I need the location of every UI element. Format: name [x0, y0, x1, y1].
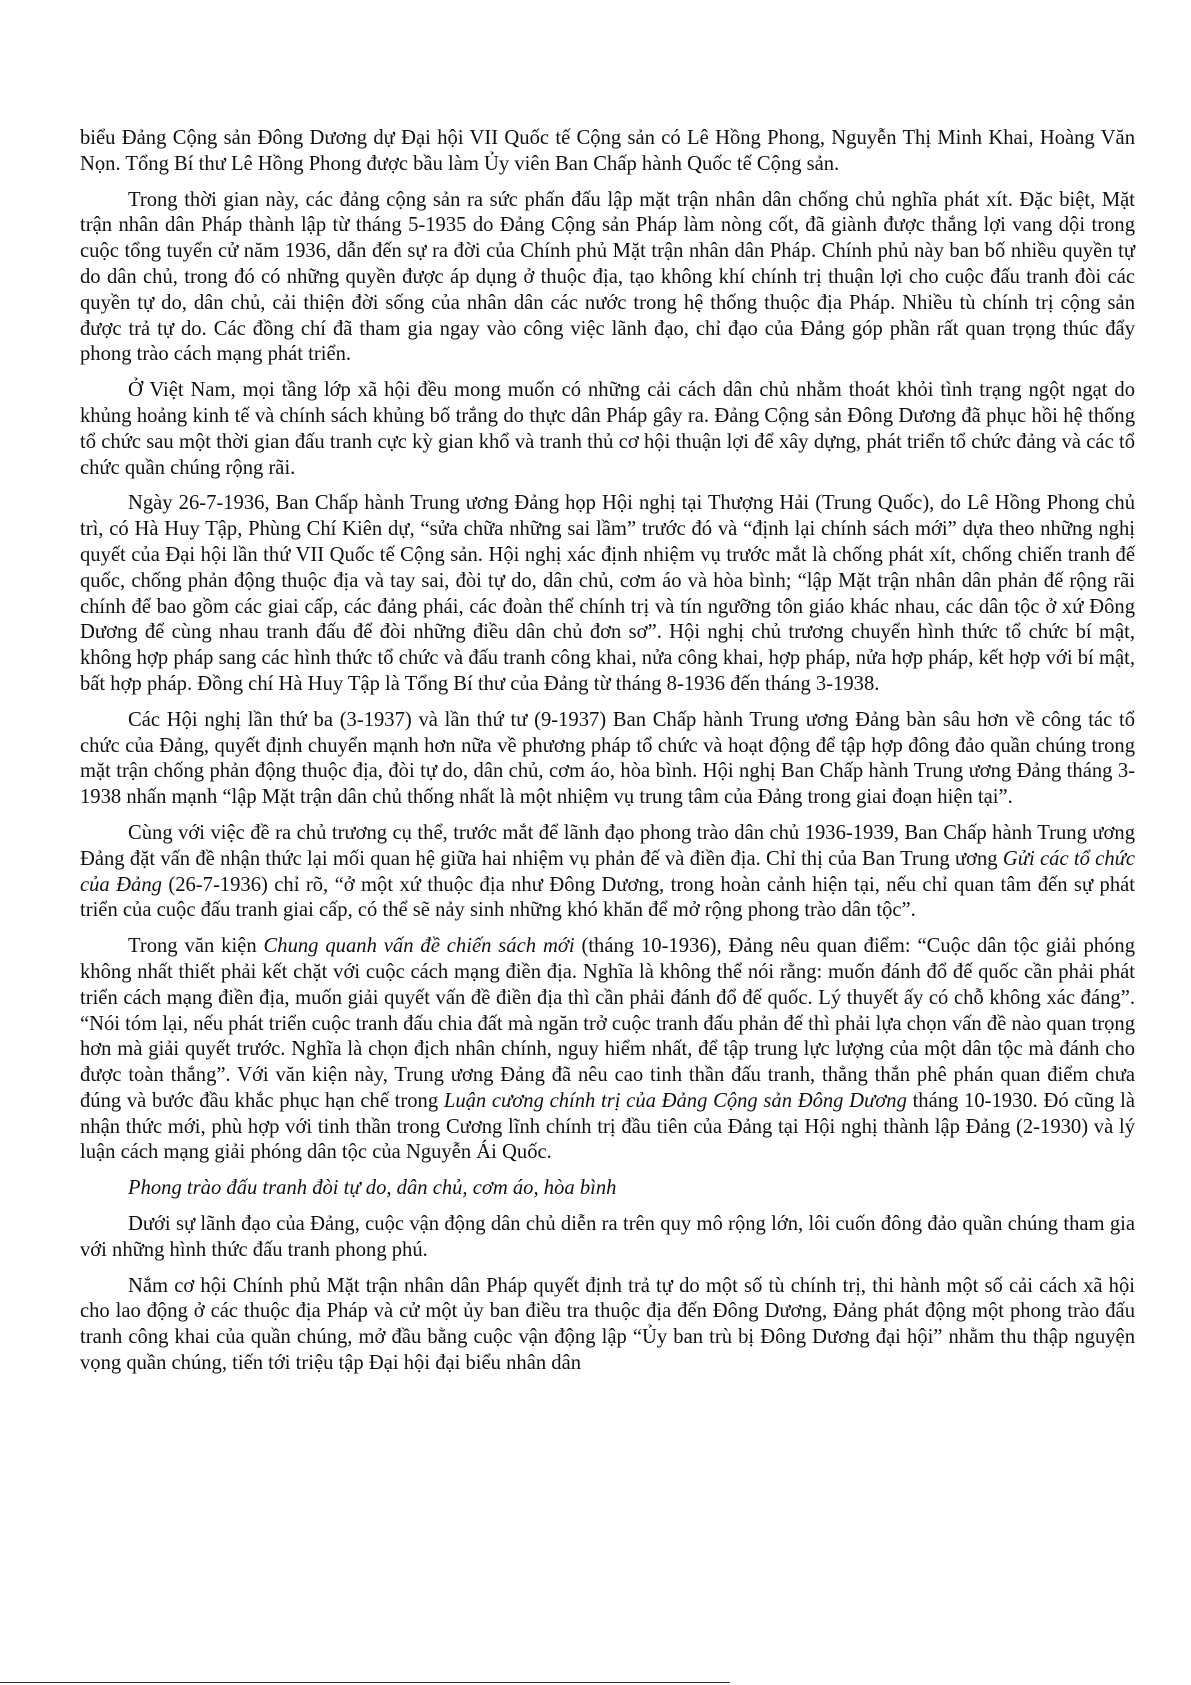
- text-run: Trong văn kiện: [128, 935, 264, 958]
- text-run: tháng 10-1930. Đó cũng là nhận thức mới, phù hợp với tinh thần trong Cương lĩnh chính trị đầu tiên của Đảng tại Hội nghị thành lập Đảng (2-1930) và lý luận cách mạng giải phóng dân tộc của Nguyễn Ái Quốc.: [80, 1089, 1135, 1164]
- paragraph-popular-front: Trong thời gian này, các đảng cộng sản ra sức phấn đấu lập mặt trận nhân dân chống chủ nghĩa phát xít. Đặc biệt, Mặt trận nhân dân Pháp thành lập từ tháng 5-1935 do Đảng Cộng sản Pháp làm nòng cốt, đã giành được thắng lợi vang dội trong cuộc tổng tuyển cử năm 1936, dẫn đến sự ra đời của Chính phủ Mặt trận nhân dân Pháp. Chính phủ này ban bố nhiều quyền tự do dân chủ, trong đó có những quyền được áp dụng ở thuộc địa, tạo không khí chính trị thuận lợi cho cuộc đấu tranh đòi các quyền tự do, dân chủ, cải thiện đời sống của nhân dân các nước trong hệ thống thuộc địa Pháp. Nhiều tù chính trị cộng sản được trả tự do. Các đồng chí đã tham gia ngay vào công việc lãnh đạo, chỉ đạo của Đảng góp phần rất quan trọng thúc đẩy phong trào cách mạng phát triển.: [80, 188, 1135, 366]
- text-run: (tháng 10-1936), Đảng nêu quan điểm: “Cuộc dân tộc giải phóng không nhất thiết phải kết chặt với cuộc cách mạng điền địa. Nghĩa là không thể nói rằng: muốn đánh đổ đế quốc cần phải phát triển cách mạng điền địa, muốn giải quyết vấn đề điền địa thì cần phải đánh đổ đế quốc. Lý thuyết ấy có chỗ không xác đáng”. “Nói tóm lại, nếu phát triển cuộc tranh đấu chia đất mà ngăn trở cuộc tranh đấu phản đế thì phải lựa chọn vấn đề nào quan trọng hơn mà giải quyết trước. Nghĩa là chọn địch nhân chính, nguy hiểm nhất, để tập trung lực lượng của một dân tộc mà đánh cho được toàn thắng”. Với văn kiện này, Trung ương Đảng đã nêu cao tinh thần đấu tranh, thẳng thắn phê phán quan điểm chưa đúng và bước đầu khắc phục hạn chế trong: [80, 935, 1135, 1112]
- paragraph-shanghai-conference: Ngày 26-7-1936, Ban Chấp hành Trung ương Đảng họp Hội nghị tại Thượng Hải (Trung Quốc), do Lê Hồng Phong chủ trì, có Hà Huy Tập, Phùng Chí Kiên dự, “sửa chữa những sai lầm” trước đó và “định lại chính sách mới” dựa theo những nghị quyết của Đại hội lần thứ VII Quốc tế Cộng sản. Hội nghị xác định nhiệm vụ trước mắt là chống phát xít, chống chiến tranh đế quốc, chống phản động thuộc địa và tay sai, đòi tự do, dân chủ, cơm áo và hòa bình; “lập Mặt trận nhân dân phản đế rộng rãi chính để bao gồm các giai cấp, các đảng phái, các đoàn thể chính trị và tín ngưỡng tôn giáo khác nhau, các dân tộc ở xứ Đông Dương để cùng nhau tranh đấu để đòi những điều dân chủ đơn sơ”. Hội nghị chủ trương chuyển hình thức tổ chức bí mật, không hợp pháp sang các hình thức tổ chức và đấu tranh công khai, nửa công khai, hợp pháp, nửa hợp pháp, kết hợp với bí mật, bất hợp pháp. Đồng chí Hà Huy Tập là Tổng Bí thư của Đảng từ tháng 8-1936 đến tháng 3-1938.: [80, 492, 1135, 695]
- paragraph-democratic-movement: Dưới sự lãnh đạo của Đảng, cuộc vận động dân chủ diễn ra trên quy mô rộng lớn, lôi cuốn đông đảo quần chúng tham gia với những hình thức đấu tranh phong phú.: [80, 1213, 1135, 1261]
- paragraph-third-fourth-conferences: Các Hội nghị lần thứ ba (3-1937) và lần thứ tư (9-1937) Ban Chấp hành Trung ương Đảng bàn sâu hơn về công tác tổ chức của Đảng, quyết định chuyển mạnh hơn nữa về phương pháp tổ chức và hoạt động để tập hợp đông đảo quần chúng trong mặt trận chống phản động thuộc địa, đòi tự do, dân chủ, cơm áo, hòa bình. Hội nghị Ban Chấp hành Trung ương Đảng tháng 3-1938 nhấn mạnh “lập Mặt trận dân chủ thống nhất là một nhiệm vụ trung tâm của Đảng trong giai đoạn hiện tại”.: [80, 708, 1135, 809]
- text-run: (26-7-1936) chỉ rõ, “ở một xứ thuộc địa như Đông Dương, trong hoàn cảnh hiện tại, nếu chỉ quan tâm đến sự phát triển của cuộc đấu tranh giai cấp, có thể sẽ nảy sinh những khó khăn để mở rộng phong trào dân tộc”.: [80, 873, 1135, 922]
- paragraph-delegation: biểu Đảng Cộng sản Đông Dương dự Đại hội VII Quốc tế Cộng sản có Lê Hồng Phong, Nguyễn Thị Minh Khai, Hoàng Văn Nọn. Tổng Bí thư Lê Hồng Phong được bầu làm Ủy viên Ban Chấp hành Quốc tế Cộng sản.: [80, 127, 1135, 175]
- document-page: [80, 126, 1135, 1387]
- paragraph-directive: [80, 821, 1135, 924]
- text-run: Cùng với việc đề ra chủ trương cụ thể, trước mắt để lãnh đạo phong trào dân chủ 1936-1939, Ban Chấp hành Trung ương Đảng đặt vấn đề nhận thức lại mối quan hệ giữa hai nhiệm vụ phản đế và điền địa. Chỉ thị của Ban Trung ương: [80, 821, 1135, 870]
- document-title-italic: Gửi các tổ chức của Đảng: [80, 847, 1135, 896]
- document-title-italic: Chung quanh vấn đề chiến sách mới: [263, 935, 575, 958]
- paragraph-vietnam: Ở Việt Nam, mọi tầng lớp xã hội đều mong muốn có những cải cách dân chủ nhằm thoát khỏi tình trạng ngột ngạt do khủng hoảng kinh tế và chính sách khủng bố trắng do thực dân Pháp gây ra. Đảng Cộng sản Đông Dương đã phục hồi hệ thống tổ chức sau một thời gian đấu tranh cực kỳ gian khổ và tranh thủ cơ hội thuận lợi để xây dựng, phát triển tổ chức đảng và các tổ chức quần chúng rộng rãi.: [80, 379, 1135, 479]
- footnote-divider: [0, 1682, 730, 1683]
- document-title-italic: Luận cương chính trị của Đảng Cộng sản Đông Dương: [443, 1089, 907, 1112]
- section-heading: Phong trào đấu tranh đòi tự do, dân chủ, cơm áo, hòa bình: [128, 1177, 617, 1200]
- paragraph-new-policy-document: [80, 934, 1135, 1166]
- paragraph-congress-committee: Nắm cơ hội Chính phủ Mặt trận nhân dân Pháp quyết định trả tự do một số tù chính trị, thi hành một số cải cách xã hội cho lao động ở các thuộc địa Pháp và cử một ủy ban điều tra thuộc địa đến Đông Dương, Đảng phát động một phong trào đấu tranh công khai của quần chúng, mở đầu bằng cuộc vận động lập “Ủy ban trù bị Đông Dương đại hội” nhằm thu thập nguyện vọng quần chúng, tiến tới triệu tập Đại hội đại biểu nhân dân: [80, 1274, 1135, 1375]
